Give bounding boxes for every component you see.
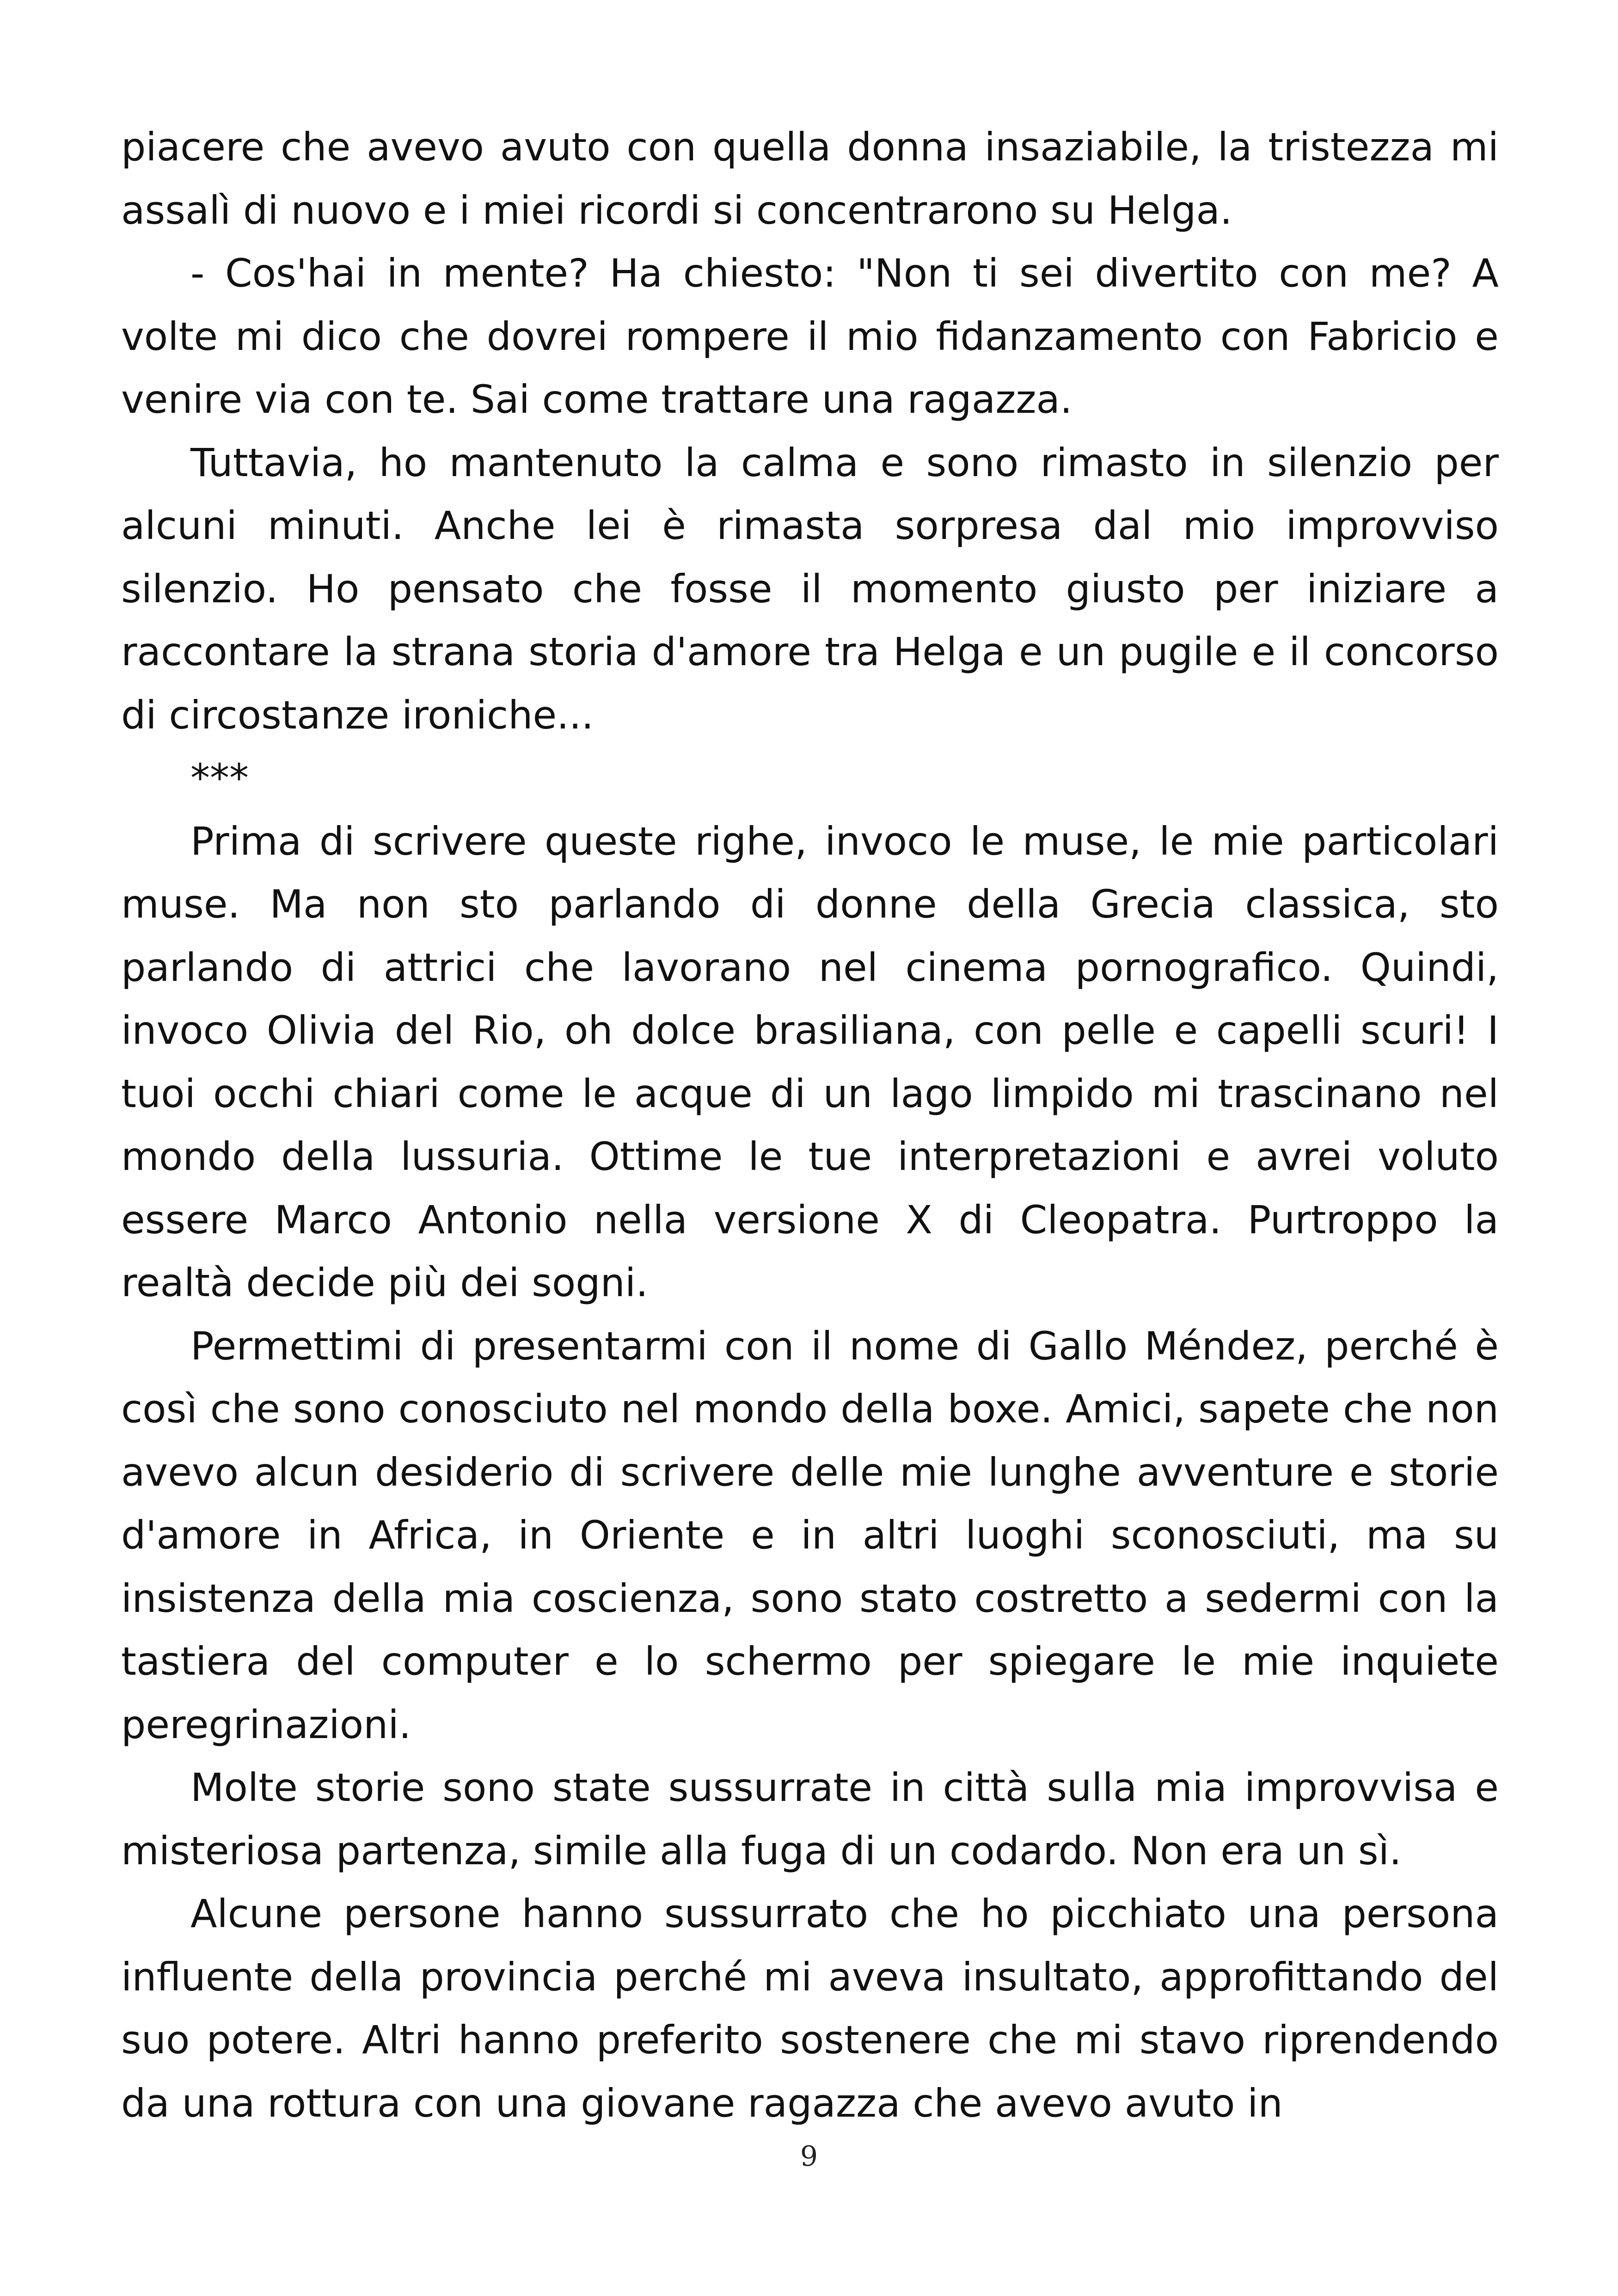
paragraph: Tuttavia, ho mantenuto la calma e sono rimasto in silenzio per alcuni minuti. Anche lei è rimasta sorpresa dal mio improvviso silenzio. Ho pensato che fosse il momento giusto per iniziare a raccontare la strana storia d'amore tra Helga e un pugile e il concorso di circostanze ironiche...: [121, 440, 1499, 738]
paragraph: piacere che avevo avuto con quella donna insaziabile, la tristezza mi assalì di nuovo e i miei ricordi si concentrarono su Helga.: [121, 124, 1499, 233]
paragraph: Alcune persone hanno sussurrato che ho picchiato una persona influente della provincia perché mi aveva insultato, approfittando del suo potere. Altri hanno preferito sostenere che mi stavo riprendendo da una rottura con una giovane ragazza che avevo avuto in: [121, 1891, 1499, 2126]
paragraph: Molte storie sono state sussurrate in città sulla mia improvvisa e misteriosa partenza, simile alla fuga di un codardo. Non era un sì.: [121, 1765, 1499, 1874]
paragraph: Prima di scrivere queste righe, invoco le muse, le mie particolari muse. Ma non sto parlando di donne della Grecia classica, sto parlando di attrici che lavorano nel cinema pornografico. Quindi, invoco Olivia del Rio, oh dolce brasiliana, con pelle e capelli scuri! I tuoi occhi chiari come le acque di un lago limpido mi trascinano nel mondo della lussuria. Ottime le tue interpretazioni e avrei voluto essere Marco Antonio nella versione X di Cleopatra. Purtroppo la realtà decide più dei sogni.: [121, 818, 1499, 1305]
paragraph: Permettimi di presentarmi con il nome di Gallo Méndez, perché è così che sono conosciuto nel mondo della boxe. Amici, sapete che non avevo alcun desiderio di scrivere delle mie lunghe avventure e storie d'amore in Africa, in Oriente e in altri luoghi sconosciuti, ma su insistenza della mia coscienza, sono stato costretto a sedermi con la tastiera del computer e lo schermo per spiegare le mie inquiete peregrinazioni.: [121, 1323, 1499, 1747]
page-body: [121, 116, 1499, 2135]
paragraph: - Cos'hai in mente? Ha chiesto: "Non ti sei divertito con me? A volte mi dico che dovrei rompere il mio fidanzamento con Fabricio e venire via con te. Sai come trattare una ragazza.: [121, 251, 1499, 422]
page-number: 9: [800, 2140, 818, 2173]
section-separator: ***: [190, 755, 249, 801]
